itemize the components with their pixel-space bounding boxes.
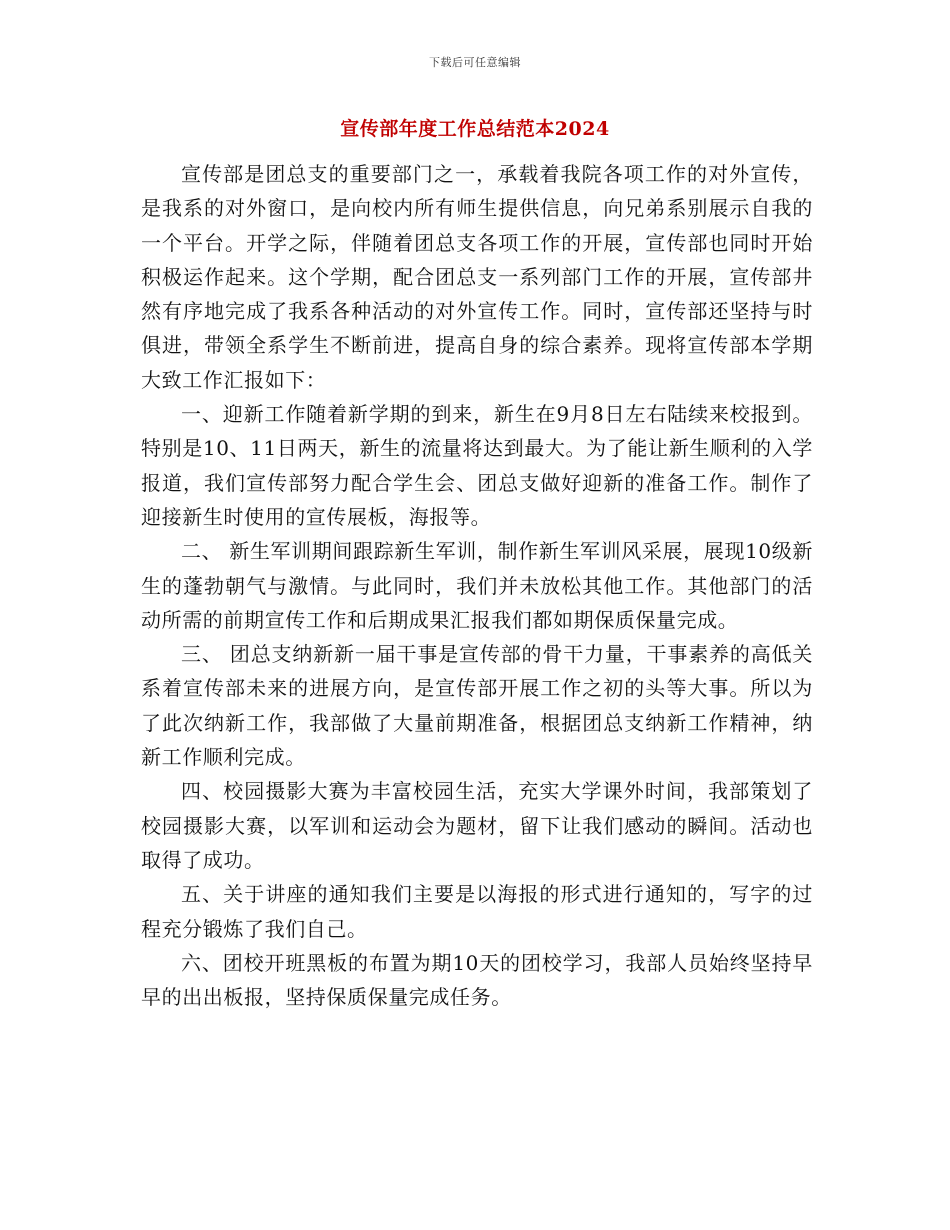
document-body bbox=[141, 157, 813, 1014]
paragraph-1: 一、迎新工作随着新学期的到来，新生在9月8日左右陆续来校报到。特别是10、11日两天，新生的流量将达到最大。为了能让新生顺利的入学报道，我们宣传部努力配合学生会、团总支做好迎新的准备工作。制作了迎接新生时使用的宣传展板，海报等。 bbox=[141, 402, 813, 529]
paragraph-3: 三、 团总支纳新新一届干事是宣传部的骨干力量，干事素养的高低关系着宣传部未来的进展方向，是宣传部开展工作之初的头等大事。所以为了此次纳新工作，我部做了大量前期准备，根据团总支纳新工作精神，纳新工作顺利完成。 bbox=[141, 642, 813, 770]
document-title: 宣传部年度工作总结范本2024 bbox=[340, 118, 610, 140]
paragraph-5: 五、关于讲座的通知我们主要是以海报的形式进行通知的，写字的过程充分锻炼了我们自己。 bbox=[141, 882, 813, 941]
paragraph-6: 六、团校开班黑板的布置为期10天的团校学习，我部人员始终坚持早早的出出板报，坚持保质保量完成任务。 bbox=[141, 950, 813, 1010]
paragraph-2: 二、 新生军训期间跟踪新生军训，制作新生军训风采展，展现10级新生的蓬勃朝气与激情。与此同时，我们并未放松其他工作。其他部门的活动所需的前期宣传工作和后期成果汇报我们都如期保质保量完成。 bbox=[141, 539, 813, 632]
paragraph-intro: 宣传部是团总支的重要部门之一，承载着我院各项工作的对外宣传，是我系的对外窗口，是向校内所有师生提供信息，向兄弟系别展示自我的一个平台。开学之际，伴随着团总支各项工作的开展，宣传部也同时开始积极运作起来。这个学期，配合团总支一系列部门工作的开展，宣传部井然有序地完成了我系各种活动的对外宣传工作。同时，宣传部还坚持与时俱进，带领全系学生不断前进，提高自身的综合素养。现将宣传部本学期大致工作汇报如下： bbox=[141, 162, 813, 392]
header-note: 下载后可任意编辑 bbox=[429, 56, 521, 69]
paragraph-4: 四、校园摄影大赛为丰富校园生活，充实大学课外时间，我部策划了校园摄影大赛，以军训和运动会为题材，留下让我们感动的瞬间。活动也取得了成功。 bbox=[141, 779, 813, 872]
